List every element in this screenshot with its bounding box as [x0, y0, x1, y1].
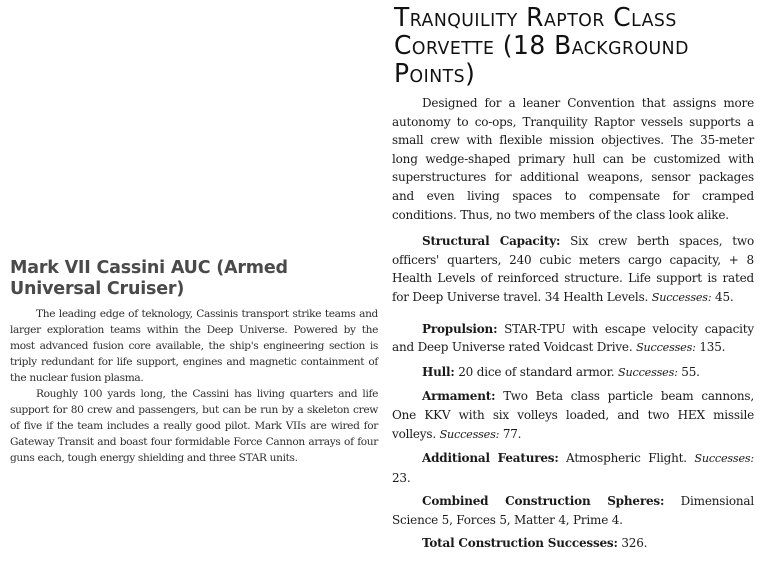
cassini-paragraph-1: The leading edge of teknology, Cassinis transport strike teams and larger exploration teams within the Deep Universe. Powered by the most advanced fusion core available, the ship's engineering section is triply redundant for life support, engines and magnetic containment of the nuclear fusion plasma. [10, 308, 378, 384]
raptor-section [392, 4, 754, 553]
structural-successes-value: 45. [711, 289, 734, 304]
raptor-intro: Designed for a leaner Convention that assigns more autonomy to co-ops, Tranquility Raptor vessels supports a small crew with flexible mission objectives. The 35-meter long wedge-shaped primary hull can be customized with superstructures for additional weapons, sensor packages and even living spaces to compensate for cramped conditions. Thus, no two members of the class look alike. [392, 96, 754, 222]
additional-features-text: Atmospheric Flight. [558, 451, 695, 466]
structural-capacity-text: Six crew berth spaces, two officers' quarters, 240 cubic meters cargo capacity, + 8 Health Levels of reinforced structure. Life support is rated for Deep Universe travel. 34 Health Levels. [392, 234, 755, 304]
hull-label: Hull: [422, 364, 455, 379]
additional-features-label: Additional Features: [422, 451, 559, 466]
features-successes-value: 23. [392, 470, 411, 485]
armament-successes-value: 77. [499, 426, 522, 441]
additional-features-entry [392, 449, 754, 487]
construction-spheres-label: Combined Construction Spheres: [422, 494, 665, 509]
propulsion-text: STAR-TPU with escape velocity capacity and Deep Universe rated Voidcast Drive. [392, 321, 754, 355]
hull-text: 20 dice of standard armor. [454, 364, 619, 379]
structural-capacity-entry [392, 232, 754, 307]
total-successes-text: 326. [617, 536, 648, 551]
propulsion-entry [392, 320, 754, 358]
construction-spheres-entry [392, 492, 754, 529]
structural-successes-label: Successes: [651, 290, 712, 304]
armament-label: Armament: [422, 389, 496, 404]
total-successes-label: Total Construction Successes: [422, 536, 618, 551]
armament-entry [392, 387, 754, 444]
hull-successes-label: Successes: [618, 365, 678, 379]
armament-text: Two Beta class particle beam cannons, One KKV with six volleys loaded, and two HEX missile volleys. [392, 389, 754, 441]
construction-spheres-text: Dimensional Science 5, Forces 5, Matter 4, Prime 4. [392, 494, 754, 527]
cassini-paragraph-2: Roughly 100 yards long, the Cassini has living quarters and life support for 80 crew and passengers, but can be run by a skeleton crew of five if the team includes a really good pilot. Mark VIIs are wired for Gateway Transit and boast four formidable Force Cannon arrays of four guns each, tough energy shielding and three STAR units. [10, 388, 378, 464]
propulsion-label: Propulsion: [422, 321, 498, 336]
raptor-title: Tranquility Raptor Class Corvette (18 Background Points) [394, 3, 689, 89]
propulsion-successes-value: 135. [695, 340, 726, 355]
hull-successes-value: 55. [677, 364, 700, 379]
propulsion-successes-label: Successes: [636, 341, 696, 355]
features-successes-label: Successes: [694, 452, 754, 466]
total-successes-entry [392, 534, 754, 553]
armament-successes-label: Successes: [439, 427, 500, 441]
hull-entry [392, 363, 754, 383]
cassini-section [10, 258, 378, 466]
structural-capacity-label: Structural Capacity: [422, 234, 561, 249]
cassini-title: Mark VII Cassini AUC (Armed Universal Cruiser) [10, 258, 288, 299]
